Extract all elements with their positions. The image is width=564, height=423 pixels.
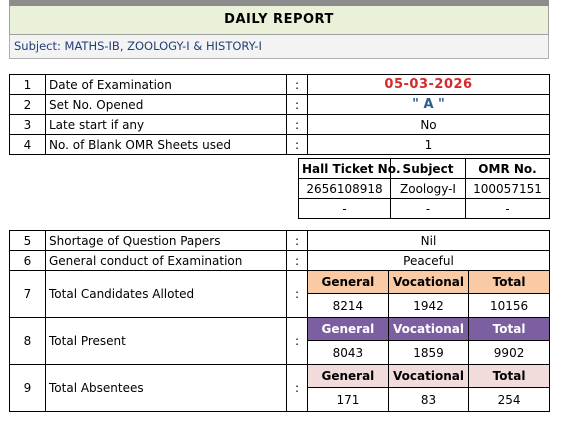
row-label: Date of Examination	[46, 75, 287, 95]
subject-cell: Zoology-I	[391, 179, 466, 199]
row-set-no-opened	[10, 95, 550, 115]
row-label: No. of Blank OMR Sheets used	[46, 135, 287, 155]
row-number: 2	[10, 95, 46, 115]
omr-details-table	[298, 158, 550, 219]
header-general: General	[308, 271, 388, 294]
row-number: 8	[10, 318, 46, 365]
present-vocational: 1859	[388, 341, 468, 365]
colon-separator: :	[287, 251, 308, 271]
absentees-total: 254	[469, 388, 549, 412]
report-title: DAILY REPORT	[9, 6, 549, 35]
alloted-header-row	[308, 271, 549, 294]
conduct-value: Peaceful	[308, 251, 550, 271]
header-total: Total	[469, 318, 549, 341]
present-total: 9902	[469, 341, 549, 365]
absentees-value-row	[308, 388, 549, 412]
exam-summary-table	[9, 230, 550, 412]
row-late-start	[10, 115, 550, 135]
row-label: Set No. Opened	[46, 95, 287, 115]
shortage-value: Nil	[308, 231, 550, 251]
row-number: 4	[10, 135, 46, 155]
hall-ticket-cell: -	[299, 199, 391, 219]
row-number: 7	[10, 271, 46, 318]
header-vocational: Vocational	[388, 271, 468, 294]
row-label: Total Absentees	[46, 365, 287, 412]
omr-row	[299, 179, 550, 199]
exam-details-table	[9, 74, 550, 155]
row-total-present	[10, 318, 550, 365]
row-label: Shortage of Question Papers	[46, 231, 287, 251]
header-total: Total	[469, 271, 549, 294]
present-general: 8043	[308, 341, 388, 365]
header-vocational: Vocational	[388, 318, 468, 341]
exam-date-value: 05-03-2026	[308, 75, 550, 95]
colon-separator: :	[287, 95, 308, 115]
omr-header-subject: Subject	[391, 159, 466, 179]
colon-separator: :	[287, 271, 308, 318]
row-blank-omr-sheets	[10, 135, 550, 155]
absentees-header-row	[308, 365, 549, 388]
row-total-candidates-alloted	[10, 271, 550, 318]
colon-separator: :	[287, 135, 308, 155]
colon-separator: :	[287, 115, 308, 135]
omr-row	[299, 199, 550, 219]
colon-separator: :	[287, 318, 308, 365]
blank-omr-value: 1	[308, 135, 550, 155]
header-total: Total	[469, 365, 549, 388]
row-label: Total Present	[46, 318, 287, 365]
row-date-of-examination	[10, 75, 550, 95]
absentees-breakdown	[308, 365, 550, 412]
row-general-conduct	[10, 251, 550, 271]
row-total-absentees	[10, 365, 550, 412]
present-value-row	[308, 341, 549, 365]
header-general: General	[308, 318, 388, 341]
row-shortage-question-papers	[10, 231, 550, 251]
alloted-breakdown	[308, 271, 550, 318]
omr-header-hall-ticket: Hall Ticket No.	[299, 159, 391, 179]
absentees-vocational: 83	[388, 388, 468, 412]
alloted-vocational: 1942	[388, 294, 468, 318]
subject-cell: -	[391, 199, 466, 219]
row-label: Total Candidates Alloted	[46, 271, 287, 318]
alloted-value-row	[308, 294, 549, 318]
present-header-row	[308, 318, 549, 341]
set-no-value: " A "	[308, 95, 550, 115]
header-general: General	[308, 365, 388, 388]
omr-header-row	[299, 159, 550, 179]
late-start-value: No	[308, 115, 550, 135]
hall-ticket-cell: 2656108918	[299, 179, 391, 199]
row-label: General conduct of Examination	[46, 251, 287, 271]
omr-header-omr-no: OMR No.	[466, 159, 550, 179]
omr-no-cell: 100057151	[466, 179, 550, 199]
colon-separator: :	[287, 75, 308, 95]
colon-separator: :	[287, 231, 308, 251]
row-number: 3	[10, 115, 46, 135]
alloted-total: 10156	[469, 294, 549, 318]
alloted-general: 8214	[308, 294, 388, 318]
subject-line: Subject: MATHS-IB, ZOOLOGY-I & HISTORY-I	[9, 35, 549, 59]
row-label: Late start if any	[46, 115, 287, 135]
row-number: 1	[10, 75, 46, 95]
omr-no-cell: -	[466, 199, 550, 219]
row-number: 6	[10, 251, 46, 271]
absentees-general: 171	[308, 388, 388, 412]
header-vocational: Vocational	[388, 365, 468, 388]
colon-separator: :	[287, 365, 308, 412]
row-number: 9	[10, 365, 46, 412]
present-breakdown	[308, 318, 550, 365]
row-number: 5	[10, 231, 46, 251]
